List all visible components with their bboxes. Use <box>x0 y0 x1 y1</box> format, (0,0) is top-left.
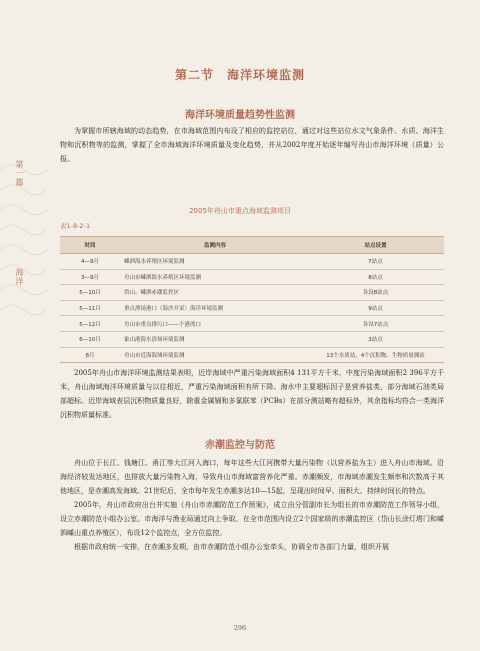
table-row <box>60 269 444 285</box>
table-header-row <box>60 237 444 254</box>
header-content: 监测内容 <box>120 237 307 254</box>
quality-text: 为掌握市所辖海域的动态趋势，在市海域范围内布设了相应的监控站位，通过对这些站位水文气象条件、水质、海洋生物和沉积物等的监测，掌握了全市海域海洋环境质量及变化趋势，并从2002年度开始逐年编写舟山市海洋环境（质量）公报。 <box>60 127 444 163</box>
cell-stations: 9站点 <box>307 300 444 316</box>
red-tide-paragraph: 舟山位于长江、钱塘江、甬江等大江河入海口，每年这些大江河携带大量污染物（以营养盐为主）进入舟山市海域。沿海经济较发达地区，也排放大量污染物入海，导致舟山市海域富营养化严重。赤潮频发，市海域赤潮发生频率和次数高于其他地区，是赤潮高发海域。21世纪后，全市每年发生赤潮多达10—15起，呈现出时间早、面积大、持续时间长的特点。 <box>60 459 444 495</box>
table-row <box>60 285 444 301</box>
cell-content: 重点渔场港口（海沙开采）海洋环境监测 <box>120 300 307 316</box>
cell-time: 5—12月 <box>60 316 120 332</box>
header-stations: 站点设置 <box>307 237 444 254</box>
table-row <box>60 331 444 347</box>
cell-time: 4—9月 <box>60 254 120 270</box>
table-row <box>60 300 444 316</box>
table-row <box>60 347 444 363</box>
results-paragraph <box>60 366 444 422</box>
red-tide-paragraph: 根据市政府统一安排，在赤潮多发期，由市赤潮防范小组办公室牵头，协调全市各部门力量，组织开展 <box>74 543 389 551</box>
table-id: 表1-8-2-1 <box>60 222 91 230</box>
red-tide-body <box>60 456 444 554</box>
table-row <box>60 316 444 332</box>
cell-stations: 7站点 <box>307 254 444 270</box>
cell-stations: 8站点 <box>307 269 444 285</box>
cell-content: 舟山市嵊泗海水养殖区环境监测 <box>120 269 307 285</box>
cell-stations: 3站点 <box>307 331 444 347</box>
cell-time: 8月 <box>60 347 120 363</box>
table-row <box>60 254 444 270</box>
cell-time: 6—10月 <box>60 331 120 347</box>
results-text: 2005年舟山市海洋环境监测结果表明，近岸海域中严重污染海域面积4 131平方千米，中度污染海域面积2 396平方千米，舟山海域海洋环境质量与以往相近，严重污染海域面积有所下降。海水中主要超标因子是营养盐类，部分海域石油类局部超标。近岸海域表层沉积物质量良好，除重金属镉和多氯联苯（PCBs）在部分测站略有超标外，其余指标均符合一类海洋沉积物质量标准。 <box>60 369 444 419</box>
cell-time: 5—10月 <box>60 285 120 301</box>
cell-content: 舟山市近海海域环境监测 <box>120 347 307 363</box>
red-tide-heading: 赤潮监控与防范 <box>205 440 275 451</box>
header-time: 时间 <box>60 237 120 254</box>
quality-heading: 海洋环境质量趋势性监测 <box>185 110 295 121</box>
cell-time: 3—9月 <box>60 269 120 285</box>
topic-label: 海洋 <box>15 268 24 286</box>
cell-content: 嵊泗海水养殖区环境监测 <box>120 254 307 270</box>
cell-stations: 各设7站点 <box>307 316 444 332</box>
cell-content: 舟山市重点排污口——个港湾口 <box>120 316 307 332</box>
cell-stations: 各设8站点 <box>307 285 444 301</box>
cell-stations: 13个水质站，4个沉积物、生物质量测站 <box>307 347 444 363</box>
quality-paragraph <box>60 124 444 166</box>
section-title: 第二节 海洋环境监测 <box>174 68 305 82</box>
chapter-label: 第一篇 <box>15 160 24 187</box>
cell-time: 5—11月 <box>60 300 120 316</box>
red-tide-paragraph: 2005年，舟山市政府出台并实施《舟山市赤潮防范工作预案》，成立由分管副市长为组长的市赤潮防范工作领导小组，设立赤潮防范小组办公室。市海洋与渔业局通过向上争取，在全市范围内设立2个国家级的赤潮监控区（岱山长涂灯塔门和嵊泗嵊山重点养殖区），布设12个监控点，全方位监控。 <box>60 501 444 537</box>
cell-content: 岱山、嵊泗赤潮监控区 <box>120 285 307 301</box>
page-number: 296 <box>233 624 247 632</box>
table-caption: 2005年舟山市重点海域监测项目 <box>189 207 291 215</box>
cell-content: 象山港海水浴场环境监测 <box>120 331 307 347</box>
monitoring-table <box>60 236 444 363</box>
